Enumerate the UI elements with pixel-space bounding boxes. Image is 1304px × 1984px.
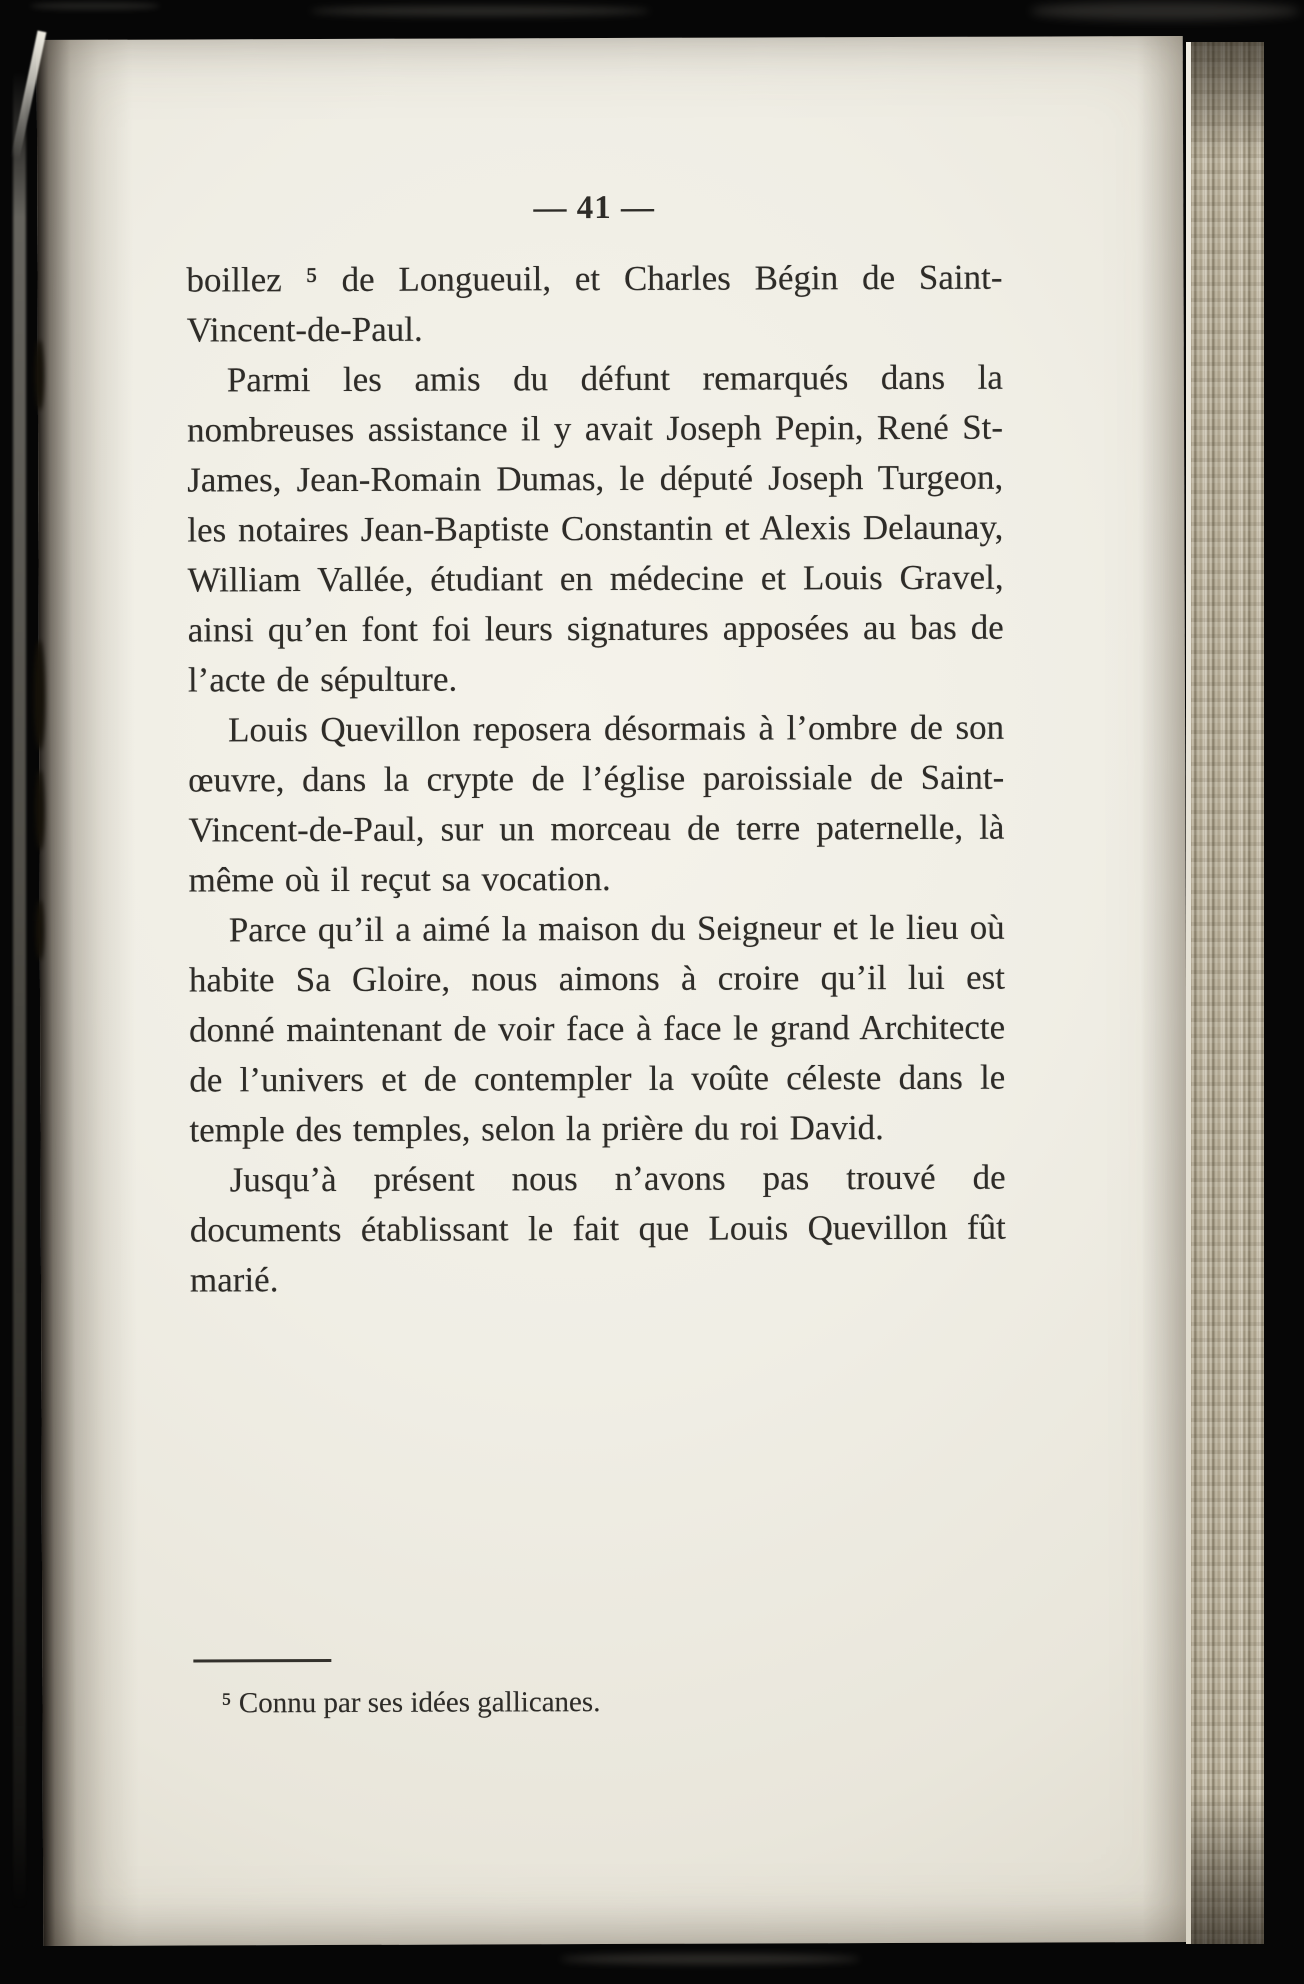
paragraph: boillez ⁵ de Longueuil, et Charles Bégin de Saint-Vincent-de-Paul.: [186, 257, 1003, 350]
paragraph: Louis Quevillon reposera désormais à l’ombre de son œuvre, dans la crypte de l’église paroissiale de Saint-Vincent-de-Paul, sur un morceau de terre paternelle, là même où il reçut sa vocation.: [188, 707, 1005, 900]
scan-artifact: [310, 6, 650, 16]
paragraph: Parce qu’il a aimé la maison du Seigneur et le lieu où habite Sa Gloire, nous aimons à croire qu’il lui est donné maintenant de voir face à face le grand Architecte de l’univers et de contempler la voûte céleste dans le temple des temples, selon la prière du roi David.: [188, 907, 1006, 1150]
gutter-mark: [36, 900, 44, 960]
paragraph: Jusqu’à présent nous n’avons pas trouvé de documents établissant le fait que Louis Quevillon fût marié.: [189, 1157, 1006, 1300]
scan-artifact: [30, 2, 160, 10]
paragraph: Parmi les amis du défunt remarqués dans la nombreuses assistance il y avait Joseph Pepin, René St-James, Jean-Romain Dumas, le député Joseph Turgeon, les notaires Jean-Baptiste Constantin et Alexis Delaunay, William Vallée, étudiant en médecine et Louis Gravel, ainsi qu’en font foi leurs signatures apposées au bas de l’acte de sépulture.: [186, 357, 1004, 700]
page-number: — 41 —: [533, 189, 656, 227]
scan-artifact: [560, 1954, 860, 1964]
page-right-shade: [1137, 36, 1190, 1942]
gutter-shadow: [37, 40, 140, 1946]
book-page: [37, 36, 1190, 1946]
footnote-block: [191, 1657, 1007, 1723]
scan-artifact: [1030, 2, 1300, 20]
footnote: ⁵ Connu par ses idées gallicanes.: [221, 1686, 601, 1720]
page-content: [186, 187, 1006, 1306]
gutter-mark: [35, 340, 44, 410]
page-edges-texture: [1186, 42, 1264, 1944]
footnote-rule: [193, 1659, 331, 1662]
facing-page-edge: [13, 70, 26, 1910]
